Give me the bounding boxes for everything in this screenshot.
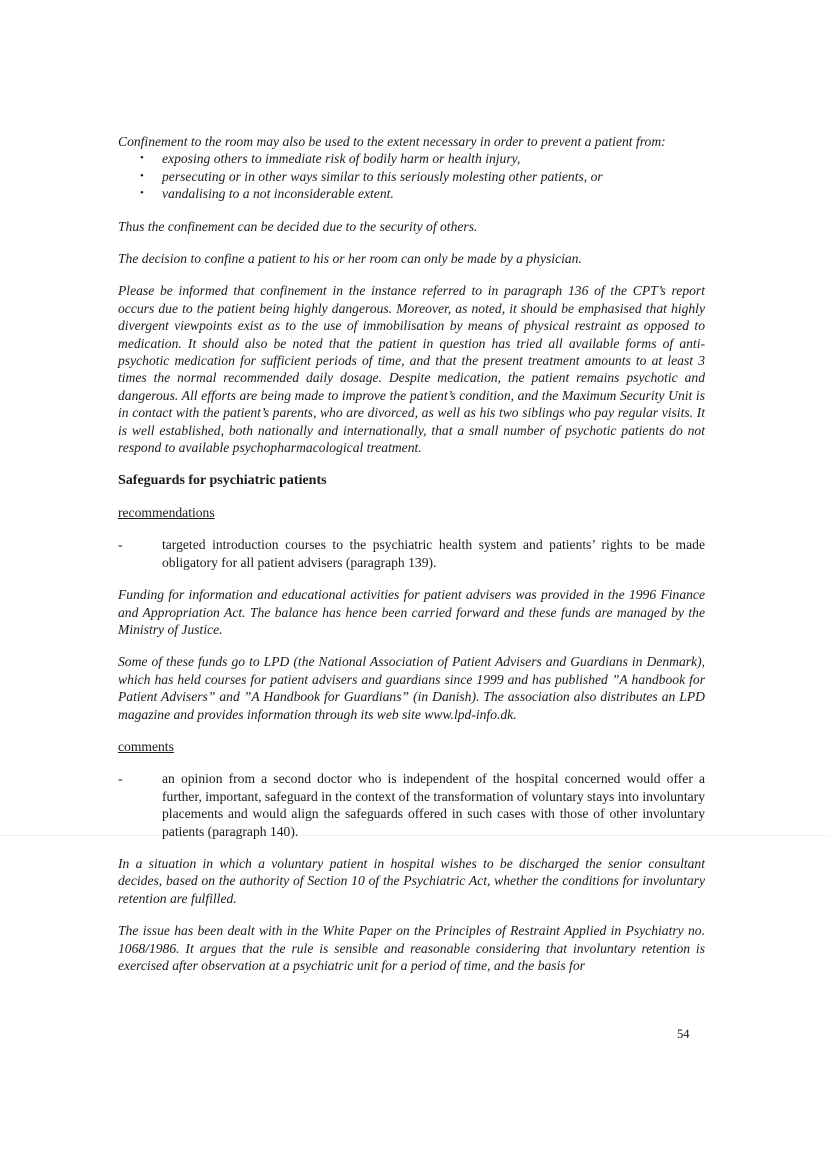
bullet-item: • persecuting or in other ways similar to this seriously molesting other patients, or: [140, 168, 603, 184]
bullet-item: • vandalising to a not inconsiderable extent.: [140, 186, 394, 202]
bullet-icon: •: [140, 187, 144, 200]
comment-item: - an opinion from a second doctor who is independent of the hospital concerned would offer a further, important, safeguard in the context of the transformation of voluntary stays into involuntary placements and would align the safeguards offered in such cases with those of other involuntary patients (paragraph 140).: [118, 771, 705, 839]
recommendation-item: - targeted introduction courses to the psychiatric health system and patients’ rights to be made obligatory for all patient advisers (paragraph 139).: [118, 537, 705, 570]
cpt-paragraph: Please be informed that confinement in the instance referred to in paragraph 136 of the CPT’s report occurs due to the patient being highly dangerous. Moreover, as noted, it should be emphasised that highly divergent viewpoints exist as to the use of immobilisation by means of physical restraint as opposed to medication. It should also be noted that the patient in question has tried all available forms of anti-psychotic medication for sufficient periods of time, and that the present treatment amounts to at least 3 times the normal recommended daily dosage. Despite medication, the patient remains psychotic and dangerous. All efforts are being made to improve the patient’s condition, and the Maximum Security Unit is in contact with the patient’s parents, who are divorced, as well as his two siblings who pay regular visits. It is well established, both nationally and internationally, that a small number of psychotic patients do not respond to available psychopharmacological treatment.: [118, 283, 705, 456]
page-number: 54: [677, 1027, 690, 1041]
bullet-icon: •: [140, 152, 144, 165]
bullet-icon: •: [140, 169, 144, 182]
document-page: [118, 133, 705, 974]
intro-paragraph: Confinement to the room may also be used to the extent necessary in order to prevent a patient from:: [118, 134, 666, 149]
dash-icon: -: [118, 537, 123, 553]
recommendations-label: recommendations: [118, 504, 215, 520]
bullet-item: • exposing others to immediate risk of bodily harm or health injury,: [140, 151, 521, 167]
security-paragraph: Thus the confinement can be decided due to the security of others.: [118, 218, 478, 234]
dash-icon: -: [118, 771, 123, 787]
scan-artifact-line: [0, 835, 828, 836]
funding-paragraph: Funding for information and educational activities for patient advisers was provided in the 1996 Finance and Appropriation Act. The balance has hence been carried forward and these funds are managed by the Ministry of Justice.: [118, 587, 705, 637]
whitepaper-paragraph: The issue has been dealt with in the White Paper on the Principles of Restraint Applied in Psychiatry no. 1068/1986. It argues that the rule is sensible and reasonable considering that involuntary retention is exercised after observation at a psychiatric unit for a period of time, and the basis for: [118, 923, 705, 974]
section-heading: Safeguards for psychiatric patients: [118, 472, 327, 488]
voluntary-paragraph: In a situation in which a voluntary patient in hospital wishes to be discharged the senior consultant decides, based on the authority of Section 10 of the Psychiatric Act, whether the conditions for involuntary retention are fulfilled.: [118, 856, 705, 906]
comments-label: comments: [118, 738, 174, 754]
physician-paragraph: The decision to confine a patient to his or her room can only be made by a physician.: [118, 251, 582, 267]
lpd-paragraph: Some of these funds go to LPD (the National Association of Patient Advisers and Guardians in Denmark), which has held courses for patient advisers and guardians since 1999 and has published ”A handbook for Patient Advisers” and ”A Handbook for Guardians” (in Danish). The association also distributes an LPD magazine and provides information through its web site www.lpd-info.dk.: [118, 654, 705, 722]
bullet-list: [118, 150, 705, 202]
